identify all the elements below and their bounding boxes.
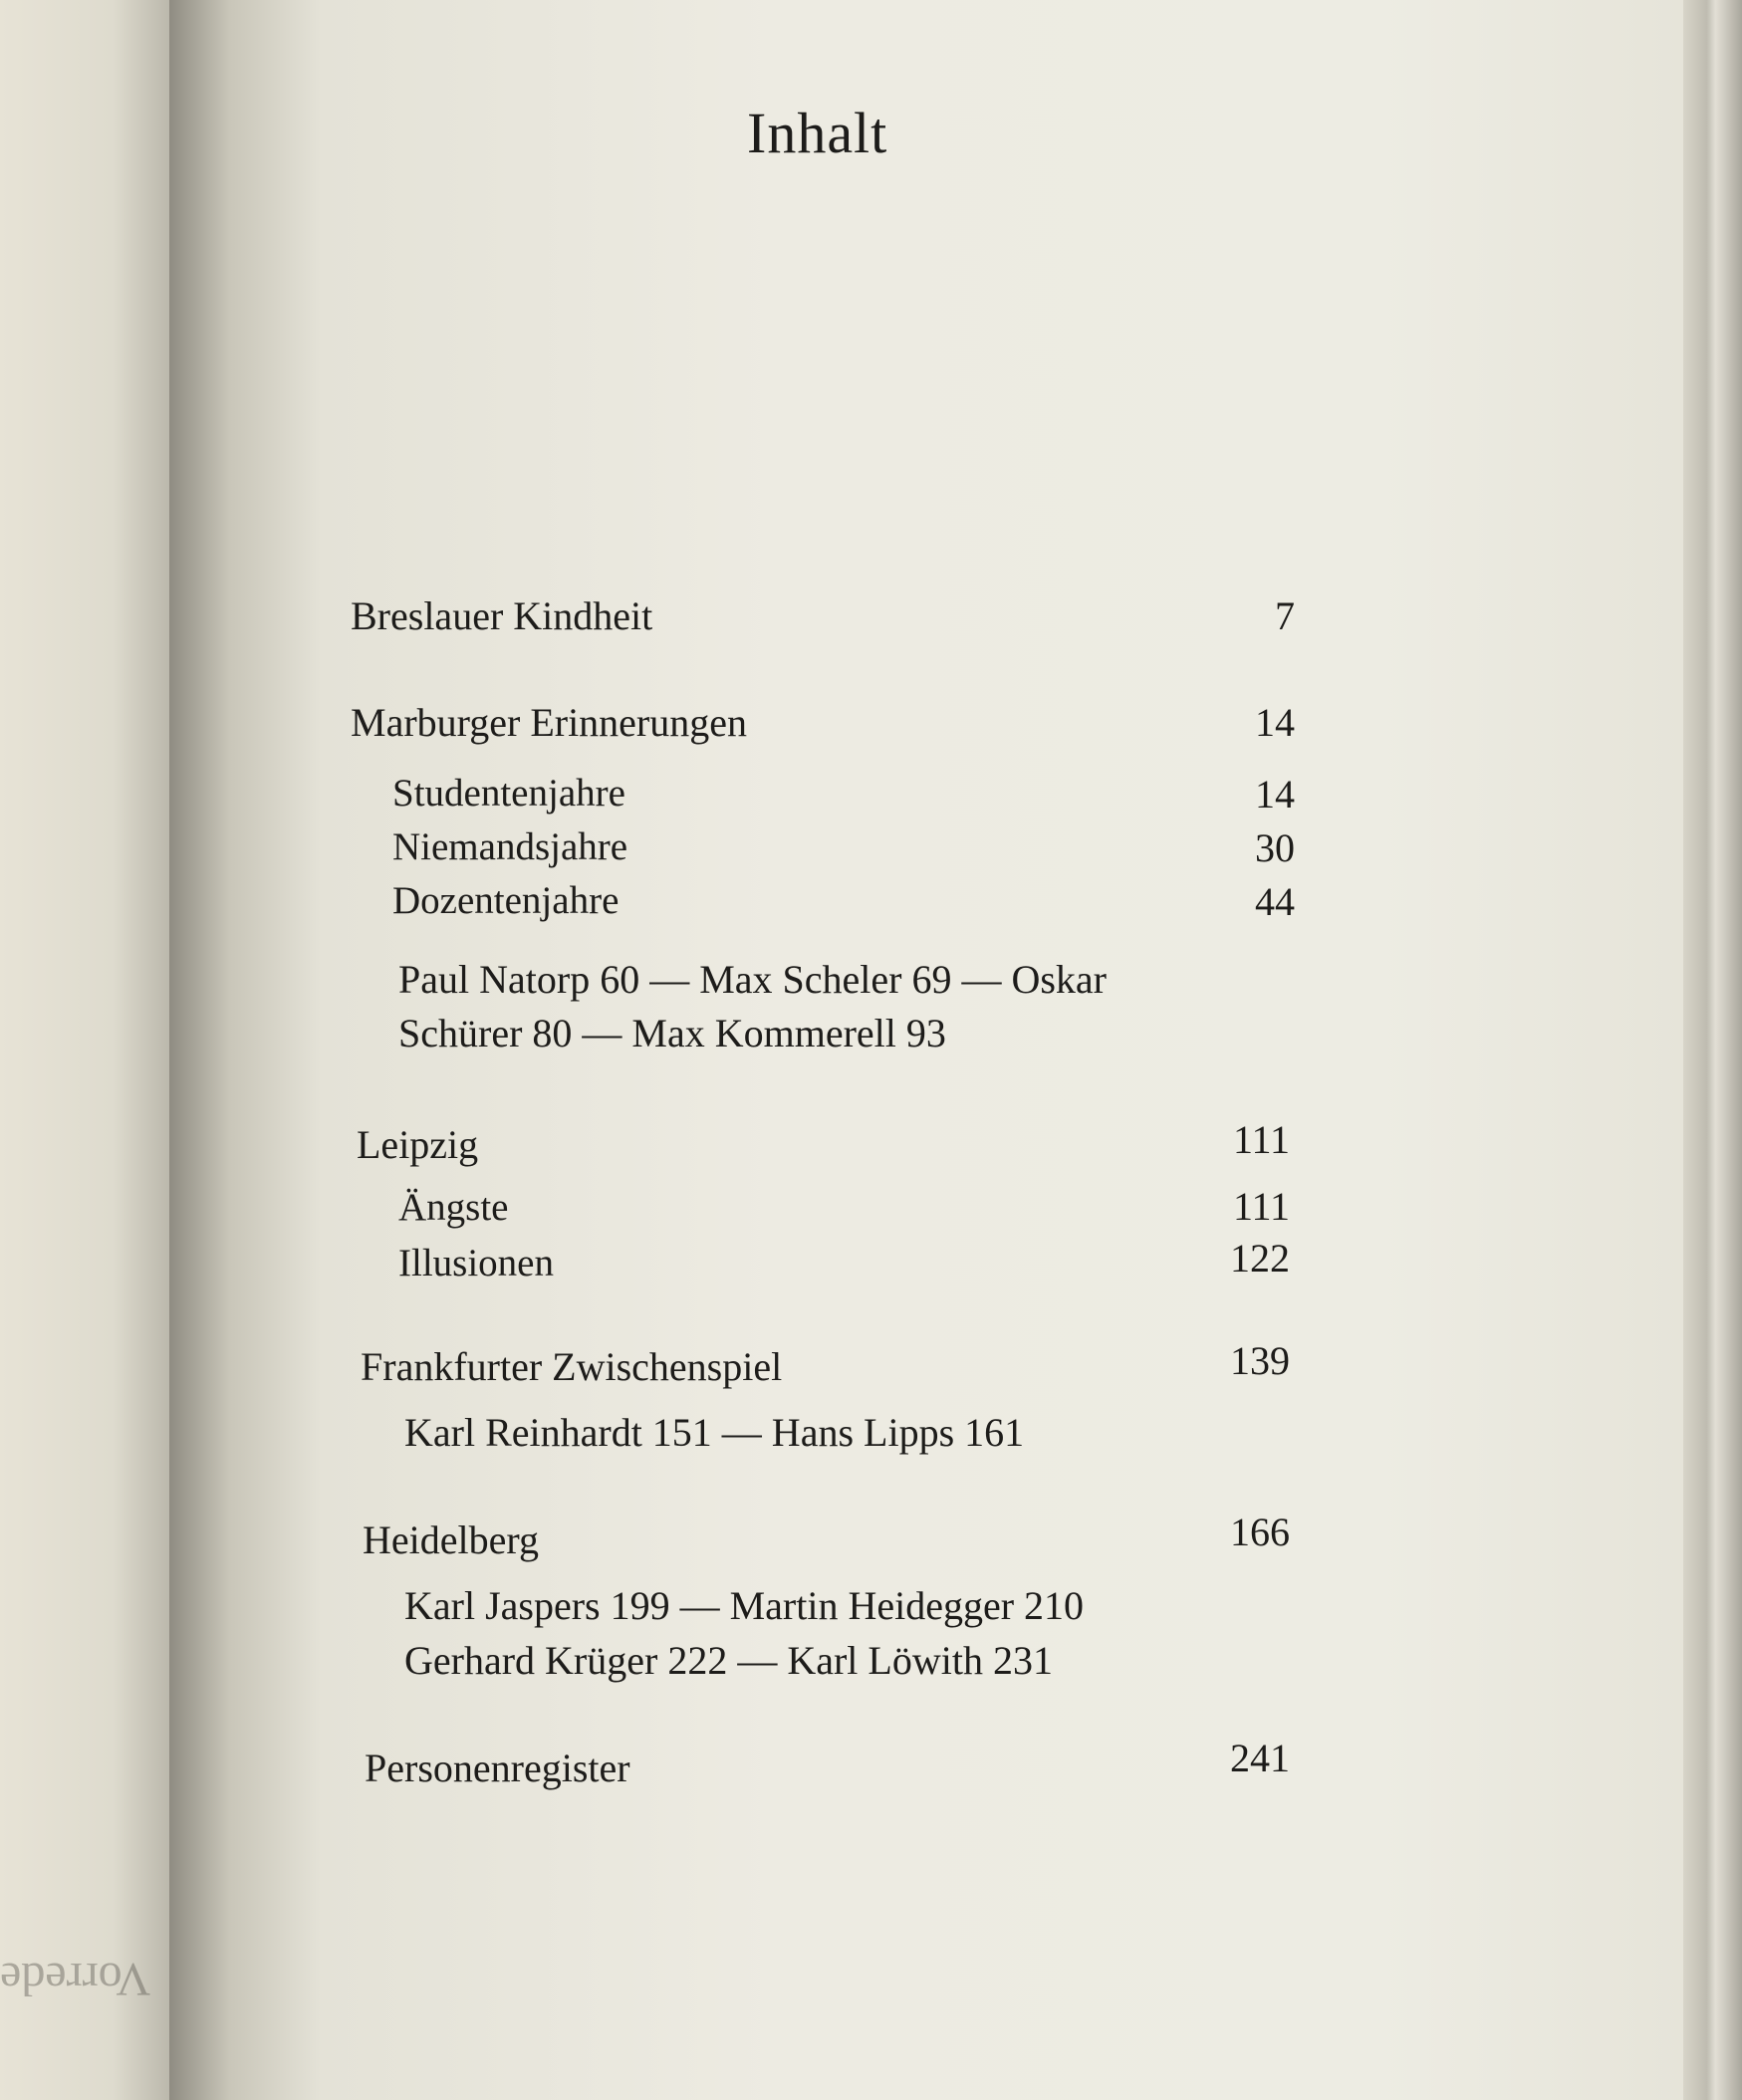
toc-entry-dozentenjahre: Dozentenjahre [392, 879, 620, 922]
toc-page-niemandsjahre: 30 [1255, 825, 1295, 870]
toc-page-frankfurt: 139 [1230, 1338, 1290, 1383]
toc-portraits-heidelberg-2: Gerhard Krüger 222 — Karl Löwith 231 [404, 1638, 1053, 1683]
toc-page-heidelberg: 166 [1230, 1510, 1290, 1554]
toc-page-dozentenjahre: 44 [1255, 879, 1295, 924]
toc-portraits-frankfurt: Karl Reinhardt 151 — Hans Lipps 161 [404, 1410, 1025, 1455]
toc-page-marburg: 14 [1255, 700, 1295, 745]
toc-entry-register: Personenregister [365, 1746, 630, 1790]
toc-entry-illusionen: Illusionen [398, 1242, 554, 1284]
toc-entry-frankfurt: Frankfurter Zwischenspiel [361, 1344, 783, 1389]
toc-portraits-marburg-2: Schürer 80 — Max Kommerell 93 [398, 1011, 946, 1055]
toc-entry-niemandsjahre: Niemandsjahre [392, 825, 628, 868]
left-page-text: Vorrede [0, 1953, 151, 2005]
toc-entry-heidelberg: Heidelberg [363, 1517, 539, 1562]
toc-page-studentenjahre: 14 [1255, 772, 1295, 817]
page-title: Inhalt [747, 101, 888, 165]
toc-page-breslau: 7 [1275, 593, 1295, 638]
toc-entry-marburg: Marburger Erinnerungen [351, 700, 748, 745]
toc-page-register: 241 [1230, 1736, 1290, 1780]
toc-entry-leipzig: Leipzig [357, 1122, 479, 1167]
toc-page-illusionen: 122 [1230, 1236, 1290, 1281]
toc-entry-studentenjahre: Studentenjahre [392, 772, 625, 815]
toc-portraits-marburg-1: Paul Natorp 60 — Max Scheler 69 — Oskar [398, 957, 1107, 1002]
toc-entry-breslau: Breslauer Kindheit [351, 593, 653, 638]
toc-page-leipzig: 111 [1232, 1117, 1290, 1162]
toc-page-aengste: 111 [1232, 1184, 1290, 1229]
toc-portraits-heidelberg-1: Karl Jaspers 199 — Martin Heidegger 210 [404, 1583, 1085, 1628]
toc-entry-aengste: Ängste [398, 1186, 509, 1229]
